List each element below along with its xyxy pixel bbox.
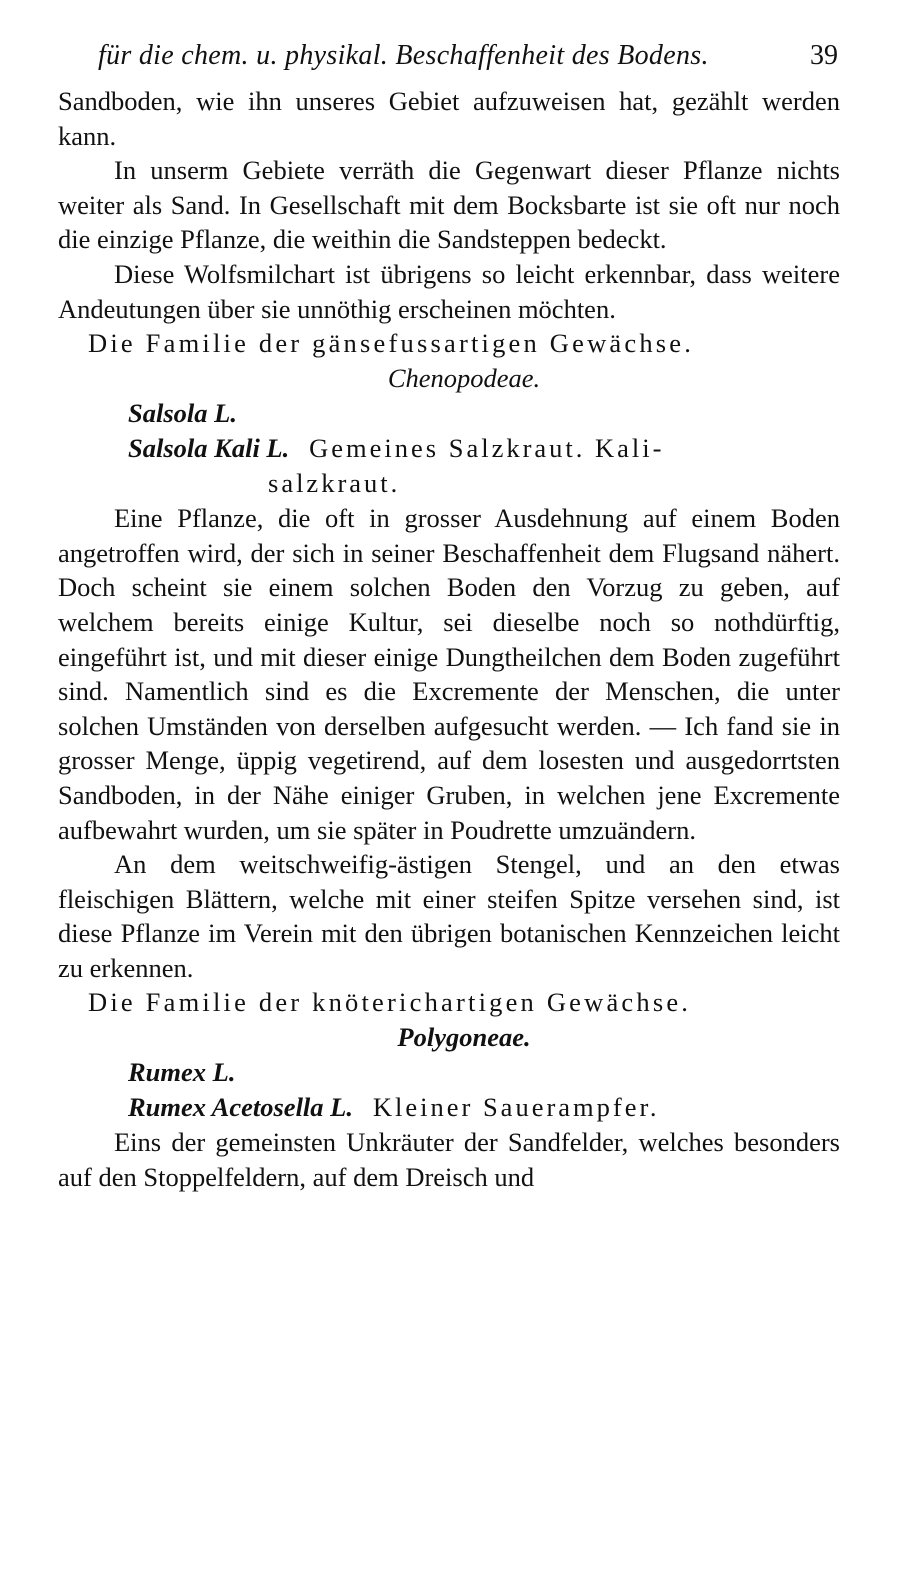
paragraph-1: Sandboden, wie ihn unseres Gebiet aufzuweisen hat, gezählt werden kann. <box>58 86 840 151</box>
species-scientific-name: Salsola Kali L. <box>128 433 290 464</box>
species-entry <box>58 1090 840 1125</box>
family-heading-name: gänsefussartigen Gewächse. <box>312 328 695 359</box>
species-common-name-continued: salzkraut. <box>268 468 401 499</box>
species-scientific-name: Rumex Acetosella L. <box>128 1092 353 1123</box>
book-page <box>58 40 840 1195</box>
page-number: 39 <box>810 40 838 71</box>
species-common-name: Kleiner Sauerampfer. <box>372 1092 660 1123</box>
species-common-name: Gemeines Salzkraut. Kali- <box>309 433 665 464</box>
running-title: für die chem. u. physikal. Beschaffenheit des Bodens. <box>98 40 709 71</box>
paragraph-4: Eine Pflanze, die oft in grosser Ausdehnung auf einem Boden angetroffen wird, der sich in seiner Beschaffenheit dem Flugsand nähert. Doch scheint sie einem solchen Boden den Vorzug zu geben, auf welchem bereits einige Kultur, sei dieselbe noch so nothdürftig, eingeführt ist, und mit dieser einige Dungtheilchen dem Boden zugeführt sind. Namentlich sind es die Excremente der Menschen, die unter solchen Umständen von derselben aufgesucht werden. — Ich fand sie in grosser Menge, üppig vegetirend, auf dem losesten und ausgedorrtsten Sandboden, in der Nähe einiger Gruben, in welchen jene Excremente aufbewahrt wurden, um sie später in Poudrette umzuändern. <box>58 503 840 845</box>
family-heading-chenopodeae <box>58 326 840 361</box>
paragraph-5: An dem weitschweifig-ästigen Stengel, und an den etwas fleischigen Blättern, welche mit einer steifen Spitze versehen sind, ist diese Pflanze im Verein mit den übrigen botanischen Kennzeichen leicht zu erkennen. <box>58 849 840 983</box>
paragraph-6: Eins der gemeinsten Unkräuter der Sandfelder, welches besonders auf den Stoppelfeldern, auf dem Dreisch und <box>58 1127 840 1193</box>
family-latin-name: Polygoneae. <box>397 1022 531 1053</box>
genus-name: Rumex L. <box>128 1057 236 1088</box>
page-header <box>58 40 840 84</box>
paragraph-3: Diese Wolfsmilchart ist übrigens so leicht erkennbar, dass weitere Andeutungen über sie unnöthig erscheinen möchten. <box>58 258 840 324</box>
genus-name: Salsola L. <box>128 398 237 429</box>
family-heading-name: knöterichartigen Gewächse. <box>312 987 692 1018</box>
family-heading-prefix: Die Familie der <box>88 987 313 1018</box>
family-heading-polygoneae <box>58 985 840 1020</box>
paragraph-2: In unserm Gebiete verräth die Gegenwart dieser Pflanze nichts weiter als Sand. In Gesellschaft mit dem Bocksbarte ist sie oft nur noch die einzige Pflanze, die weithin die Sandsteppen bedeckt. <box>58 155 840 255</box>
family-heading-prefix: Die Familie der <box>88 328 313 359</box>
family-latin-name: Chenopodeae. <box>387 363 541 394</box>
species-entry <box>58 431 840 466</box>
